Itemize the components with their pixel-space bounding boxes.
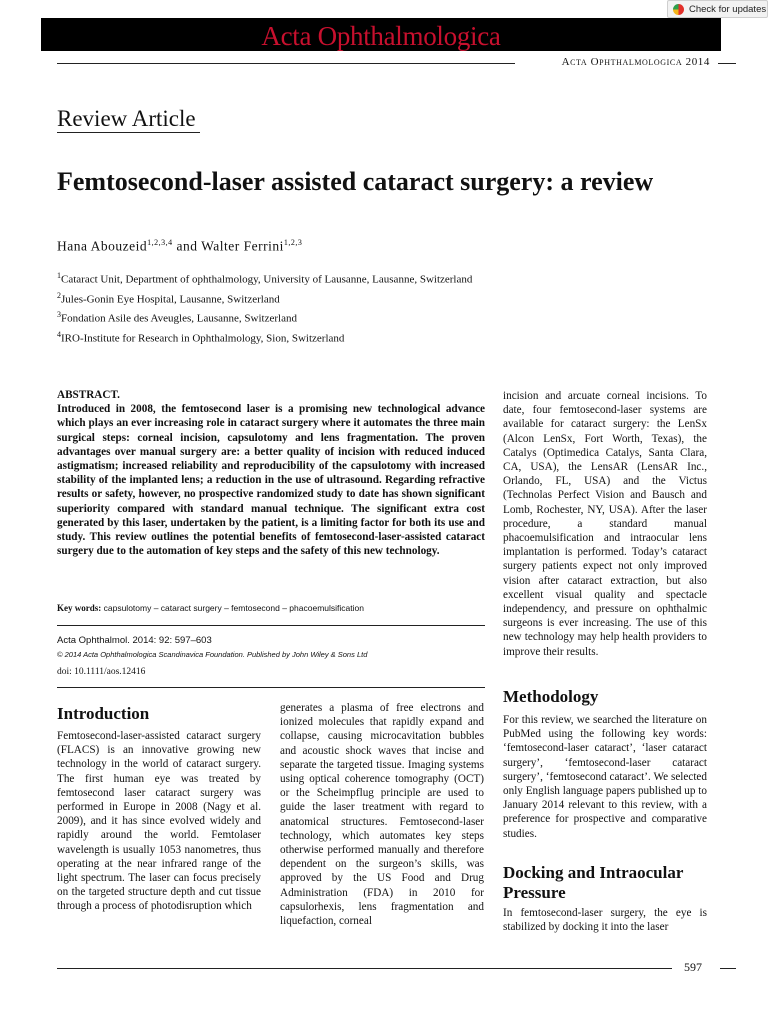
abstract-heading: ABSTRACT. bbox=[57, 389, 120, 401]
affiliation-number: 2 bbox=[57, 290, 61, 300]
check-for-updates-button[interactable] bbox=[667, 0, 768, 18]
footer-rule-right bbox=[720, 968, 736, 969]
affiliation-item bbox=[57, 307, 472, 327]
crossmark-icon bbox=[673, 4, 684, 15]
check-for-updates-label: Check for updates bbox=[689, 3, 767, 15]
article-type-rule bbox=[57, 132, 200, 133]
citation: Acta Ophthalmol. 2014: 92: 597–603 bbox=[57, 635, 212, 646]
keywords-label: Key words: bbox=[57, 603, 102, 613]
running-head: Acta Ophthalmologica 2014 bbox=[561, 56, 710, 68]
docking-heading: Docking and Intraocular Pressure bbox=[503, 863, 684, 902]
docking-text: In femtosecond-laser surgery, the eye is stabilized by docking it into the laser bbox=[503, 907, 707, 934]
affiliation-number: 1 bbox=[57, 271, 61, 280]
doi[interactable]: doi: 10.1111/aos.12416 bbox=[57, 667, 146, 677]
methodology-heading: Methodology bbox=[503, 687, 599, 706]
doi-rule bbox=[57, 687, 485, 688]
affiliation-item bbox=[57, 288, 472, 308]
page-number: 597 bbox=[684, 960, 702, 974]
affiliation-number: 4 bbox=[57, 329, 61, 339]
methodology-text: For this review, we searched the literature on PubMed using the following key words: ‘femtosecond-laser cataract’, ‘laser cataract surgery’, ‘femtosecond-laser cataract surgery’, ‘femtosecond cataract’. We selected only English language papers published up to January 2014 relevant to this review, with a preference for prospective and comparative studies. bbox=[503, 714, 707, 840]
affiliation-text: Cataract Unit, Department of ophthalmology, University of Lausanne, Lausanne, Switzerland bbox=[61, 273, 473, 286]
author-joiner: and bbox=[176, 238, 198, 254]
affiliation-item bbox=[57, 268, 472, 288]
affiliation-text: IRO-Institute for Research in Ophthalmology, Sion, Switzerland bbox=[61, 332, 345, 345]
footer-rule bbox=[57, 968, 672, 969]
author-affiliation-marks: 1,2,3,4 bbox=[147, 238, 173, 247]
keywords bbox=[57, 603, 497, 613]
affiliation-text: Fondation Asile des Aveugles, Lausanne, Switzerland bbox=[61, 312, 297, 325]
introduction-text-col3: incision and arcuate corneal incisions. To date, four femtosecond-laser systems are available for cataract surgery: the LenSx (Alcon LenSx, Fort Worth, Texas), the Catalys (Optimedica Catalys, Santa Clara, CA, USA), the LensAR (LensAR Inc., Orlando, FL, USA) and the Victus (Technolas Perfect Vision and Bausch and Lomb, Rochester, NY, USA). After the laser procedure, a standard manual phacoemulsification and intraocular lens implantation is performed. Today’s cataract surgery patients expect not only improved vision after cataract extraction, but also excellent visual quality and spectacle independency, and pressure on ophthalmic surgeons is ever increasing. The use of this new technology may help health providers to improve their results. bbox=[503, 390, 707, 658]
journal-logo: Acta Ophthalmologica bbox=[261, 21, 501, 51]
introduction-text-col2: generates a plasma of free electrons and ionized molecules that rapidly expand and collapse, causing microcavitation bubbles and acoustic shock waves that incise and separate the targeted tissue. Imaging systems using optical coherence tomography (OCT) or the Scheimpflug principle are used to guide the laser treatment with regard to anatomical structures. Femtosecond-laser technology, which automates key steps otherwise performed manually and therefore dependent on the surgeon’s skills, was approved by the US Food and Drug Administration (FDA) in 2010 for capsulorhexis, lens fragmentation and liquefaction, corneal bbox=[280, 702, 484, 928]
abstract bbox=[57, 388, 485, 558]
author-name: Walter Ferrini bbox=[201, 238, 284, 254]
header-rule-right bbox=[718, 63, 736, 64]
keywords-text: capsulotomy – cataract surgery – femtosecond – phacoemulsification bbox=[103, 603, 364, 613]
affiliation-text: Jules-Gonin Eye Hospital, Lausanne, Switzerland bbox=[61, 293, 280, 306]
author-list bbox=[57, 238, 302, 255]
introduction-heading: Introduction bbox=[57, 704, 150, 723]
abstract-text: Introduced in 2008, the femtosecond laser is a promising new technological advance which plays an ever increasing role in cataract surgery where it automates the three main surgical steps: corneal incision, capsulotomy and lens fragmentation. The proven advantages over manual surgery are: a better quality of incision with reduced induced astigmatism; increased reliability and reproducibility of the capsulotomy with increased stability of the implanted lens; a reduction in the use of ultrasound. Regarding refractive results or safety, however, no prospective randomized study to date has shown significant superiority compared with standard manual technique. The significant extra cost generated by this laser, undertaken by the patient, is a limiting factor for both its use and study. This review outlines the potential benefits of femtosecond-laser-assisted cataract surgery due to the automation of key steps and the safety of this new technology. bbox=[57, 403, 485, 558]
copyright: © 2014 Acta Ophthalmologica Scandinavica Foundation. Published by John Wiley & Sons Ltd bbox=[57, 650, 368, 659]
keywords-rule bbox=[57, 625, 485, 626]
article-title: Femtosecond-laser assisted cataract surgery: a review bbox=[57, 167, 654, 196]
introduction-text-col1: Femtosecond-laser-assisted cataract surgery (FLACS) is an innovative growing new technology in the world of cataract surgery. The first human eye was treated by femtosecond laser cataract surgery was performed in Europe in 2008 (Nagy et al. 2009), and it has since evolved widely and rapidly around the world. Femtolaser wavelength is usually 1053 nanometres, thus operating at the near infrared range of the light spectrum. The laser can focus precisely on the targeted structure depth and cut tissue through a process of photodisruption which bbox=[57, 730, 261, 913]
article-type: Review Article bbox=[57, 106, 196, 131]
header-rule-left bbox=[57, 63, 515, 64]
affiliation-number: 3 bbox=[57, 310, 61, 320]
affiliation-list bbox=[57, 268, 472, 347]
author-name: Hana Abouzeid bbox=[57, 238, 148, 254]
affiliation-item bbox=[57, 327, 472, 347]
author-affiliation-marks: 1,2,3 bbox=[283, 238, 303, 247]
